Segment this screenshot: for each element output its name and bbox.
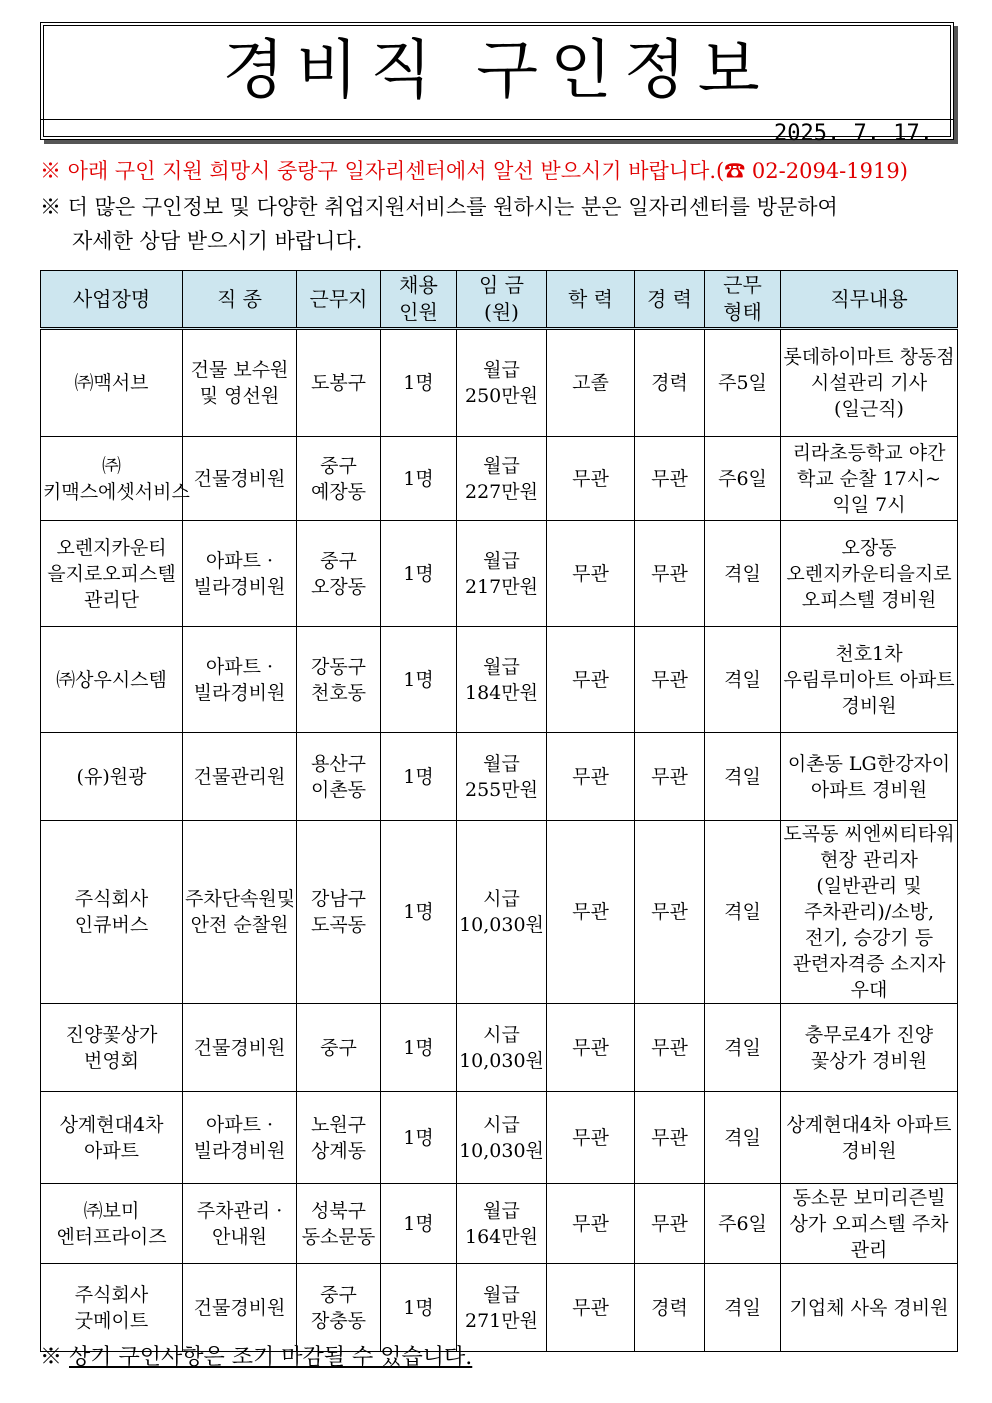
table-cell: 상계현대4차 아파트 경비원 [781,1092,958,1184]
table-cell: 무관 [547,821,635,1004]
title-divider [41,119,953,120]
table-cell: 오장동 오렌지카운티을지로 오피스텔 경비원 [781,521,958,627]
table-cell: 월급 227만원 [457,437,547,521]
table-cell: (유)원광 [41,733,183,821]
table-cell: 리라초등학교 야간 학교 순찰 17시~익일 7시 [781,437,958,521]
table-cell: 건물경비원 [183,1004,297,1092]
table-cell: 격일 [705,733,781,821]
header-cell: 직무내용 [781,271,958,329]
table-cell: 1명 [381,521,457,627]
table-cell: 무관 [635,821,705,1004]
table-cell: 상계현대4차 아파트 [41,1092,183,1184]
table-row [41,437,958,521]
table-cell: 무관 [547,1184,635,1264]
table-row [41,1004,958,1092]
table-cell: 무관 [635,1004,705,1092]
table-cell: 무관 [635,521,705,627]
table-row [41,627,958,733]
notice-visit-line2: 자세한 상담 받으시기 바랍니다. [72,229,363,253]
table-row [41,1264,958,1352]
table-cell: 무관 [547,627,635,733]
table-cell: 1명 [381,1264,457,1352]
table-cell: 동소문 보미리즌빌 상가 오피스텔 주차 관리 [781,1184,958,1264]
footer-mark: ※ [40,1345,63,1370]
table-cell: 이촌동 LG한강자이 아파트 경비원 [781,733,958,821]
table-cell: ㈜맥서브 [41,329,183,437]
header-cell: 경 력 [635,271,705,329]
table-row [41,1092,958,1184]
title-box [40,22,954,146]
table-cell: 무관 [635,1184,705,1264]
table-cell: 1명 [381,1184,457,1264]
table-cell: 1명 [381,627,457,733]
table-cell: 주식회사 인큐버스 [41,821,183,1004]
table-cell: 도봉구 [297,329,381,437]
table-cell: 용산구 이촌동 [297,733,381,821]
header-cell: 근무 형태 [705,271,781,329]
table-cell: 주5일 [705,329,781,437]
header-cell: 직 종 [183,271,297,329]
table-cell: 주6일 [705,437,781,521]
table-cell: 주6일 [705,1184,781,1264]
table-cell: 1명 [381,733,457,821]
table-cell: 월급 184만원 [457,627,547,733]
table-cell: 무관 [547,437,635,521]
table-row [41,329,958,437]
posting-date: 2025. 7. 17. [774,121,933,146]
table-cell: 격일 [705,1264,781,1352]
table-cell: 1명 [381,437,457,521]
table-cell: 건물경비원 [183,437,297,521]
table-cell: 월급 271만원 [457,1264,547,1352]
table-cell: 월급 250만원 [457,329,547,437]
table-cell: 강동구 천호동 [297,627,381,733]
table-cell: 무관 [547,521,635,627]
table-cell: 주식회사 굿메이트 [41,1264,183,1352]
table-cell: 기업체 사옥 경비원 [781,1264,958,1352]
table-cell: ㈜ 키맥스에셋서비스 [41,437,183,521]
table-row [41,733,958,821]
table-cell: 노원구 상계동 [297,1092,381,1184]
table-cell: 격일 [705,1004,781,1092]
table-cell: 천호1차 우림루미아트 아파트 경비원 [781,627,958,733]
table-cell: 고졸 [547,329,635,437]
table-cell: 1명 [381,329,457,437]
table-row [41,1184,958,1264]
table-cell: 무관 [635,1092,705,1184]
table-cell: 주차관리 · 안내원 [183,1184,297,1264]
table-cell: 1명 [381,821,457,1004]
table-cell: 아파트 · 빌라경비원 [183,1092,297,1184]
table-cell: 무관 [547,1264,635,1352]
table-cell: 중구 예장동 [297,437,381,521]
table-cell: 중구 [297,1004,381,1092]
header-cell: 임 금 (원) [457,271,547,329]
table-cell: 시급 10,030원 [457,1092,547,1184]
table-cell: 무관 [635,733,705,821]
table-cell: 격일 [705,521,781,627]
table-cell: 무관 [547,733,635,821]
table-cell: ㈜상우시스템 [41,627,183,733]
table-cell: 중구 장충동 [297,1264,381,1352]
table-cell: 1명 [381,1004,457,1092]
table-cell: 시급 10,030원 [457,1004,547,1092]
header-cell: 사업장명 [41,271,183,329]
table-cell: 격일 [705,627,781,733]
table-cell: 성북구 동소문동 [297,1184,381,1264]
table-cell: 중구 오장동 [297,521,381,627]
header-cell: 근무지 [297,271,381,329]
table-cell: 경력 [635,329,705,437]
notice-visit-line1: ※ 더 많은 구인정보 및 다양한 취업지원서비스를 원하시는 분은 일자리센터를 방문하여 [40,195,838,219]
table-cell: 시급 10,030원 [457,821,547,1004]
notice-visit [40,190,952,258]
table-cell: 무관 [635,437,705,521]
table-cell: 경력 [635,1264,705,1352]
table-cell: 건물경비원 [183,1264,297,1352]
page-title: 경비직 구인정보 [222,34,772,108]
table-cell: 건물 보수원 및 영선원 [183,329,297,437]
table-cell: 충무로4가 진양 꽃상가 경비원 [781,1004,958,1092]
table-cell: 월급 255만원 [457,733,547,821]
table-cell: ㈜보미 엔터프라이즈 [41,1184,183,1264]
table-cell: 아파트 · 빌라경비원 [183,627,297,733]
table-cell: 월급 164만원 [457,1184,547,1264]
table-cell: 월급 217만원 [457,521,547,627]
header-cell: 채용 인원 [381,271,457,329]
table-cell: 도곡동 씨엔씨티타워 현장 관리자(일반관리 및 주차관리)/소방, 전기, 승강기 등 관련자격증 소지자 우대 [781,821,958,1004]
table-cell: 아파트 · 빌라경비원 [183,521,297,627]
notice-contact: ※ 아래 구인 지원 희망시 중랑구 일자리센터에서 알선 받으시기 바랍니다.(☎ 02-2094-1919) [40,159,908,183]
table-header-row [41,271,958,329]
table-cell: 오렌지카운티 을지로오피스텔 관리단 [41,521,183,627]
table-row [41,821,958,1004]
footer-text: 상기 구인사항은 조기 마감될 수 있습니다. [69,1345,473,1370]
table-cell: 격일 [705,821,781,1004]
table-cell: 진양꽃상가 번영회 [41,1004,183,1092]
job-table [40,270,958,1352]
table-row [41,521,958,627]
table-cell: 강남구 도곡동 [297,821,381,1004]
table-cell: 1명 [381,1092,457,1184]
table-cell: 롯데하이마트 창동점 시설관리 기사(일근직) [781,329,958,437]
table-cell: 무관 [547,1092,635,1184]
table-cell: 주차단속원및 안전 순찰원 [183,821,297,1004]
table-cell: 건물관리원 [183,733,297,821]
header-cell: 학 력 [547,271,635,329]
table-cell: 무관 [635,627,705,733]
table-cell: 격일 [705,1092,781,1184]
table-cell: 무관 [547,1004,635,1092]
footer-note [40,1340,472,1371]
